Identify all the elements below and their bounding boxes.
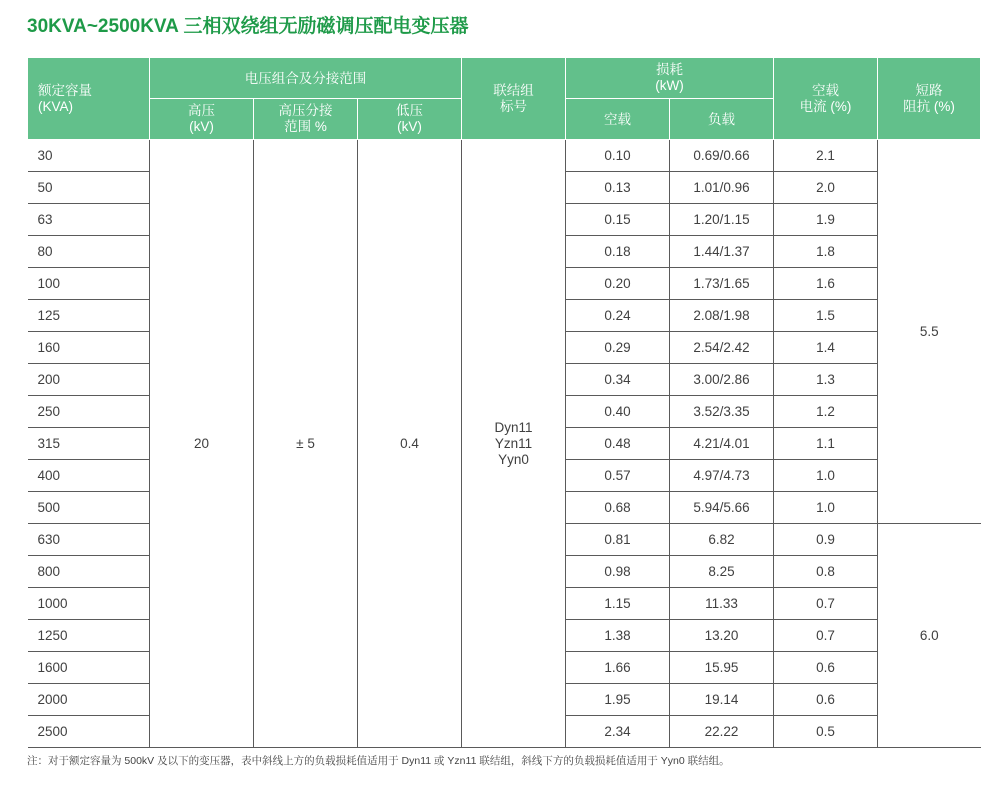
capacity-cell: 1000 xyxy=(28,588,150,620)
header-impedance: 短路 阻抗 (%) xyxy=(878,58,981,140)
load-loss-cell: 1.20/1.15 xyxy=(670,204,774,236)
connection-cell: Dyn11 Yzn11 Yyn0 xyxy=(462,140,566,748)
current-cell: 1.2 xyxy=(774,396,878,428)
no-load-loss-cell: 0.20 xyxy=(566,268,670,300)
load-loss-cell: 15.95 xyxy=(670,652,774,684)
no-load-loss-cell: 0.24 xyxy=(566,300,670,332)
header-capacity: 额定容量 (KVA) xyxy=(28,58,150,140)
load-loss-cell: 4.97/4.73 xyxy=(670,460,774,492)
header-loss: 损耗 (kW) xyxy=(566,58,774,99)
header-load-loss: 负载 xyxy=(670,99,774,140)
impedance-cell: 6.0 xyxy=(878,524,981,748)
load-loss-cell: 2.54/2.42 xyxy=(670,332,774,364)
current-cell: 1.6 xyxy=(774,268,878,300)
no-load-loss-cell: 0.18 xyxy=(566,236,670,268)
capacity-cell: 200 xyxy=(28,364,150,396)
spec-table xyxy=(27,57,981,748)
capacity-cell: 30 xyxy=(28,140,150,172)
no-load-loss-cell: 0.68 xyxy=(566,492,670,524)
current-cell: 1.5 xyxy=(774,300,878,332)
current-cell: 1.0 xyxy=(774,492,878,524)
capacity-cell: 50 xyxy=(28,172,150,204)
no-load-loss-cell: 2.34 xyxy=(566,716,670,748)
current-cell: 1.9 xyxy=(774,204,878,236)
no-load-loss-cell: 1.15 xyxy=(566,588,670,620)
load-loss-cell: 2.08/1.98 xyxy=(670,300,774,332)
no-load-loss-cell: 0.34 xyxy=(566,364,670,396)
load-loss-cell: 0.69/0.66 xyxy=(670,140,774,172)
load-loss-cell: 22.22 xyxy=(670,716,774,748)
header-tap: 高压分接 范围 % xyxy=(254,99,358,140)
capacity-cell: 630 xyxy=(28,524,150,556)
current-cell: 1.3 xyxy=(774,364,878,396)
header-no-load-current: 空载 电流 (%) xyxy=(774,58,878,140)
capacity-cell: 315 xyxy=(28,428,150,460)
header-voltage-group: 电压组合及分接范围 xyxy=(150,58,462,99)
capacity-cell: 63 xyxy=(28,204,150,236)
header-no-load-loss: 空载 xyxy=(566,99,670,140)
current-cell: 1.0 xyxy=(774,460,878,492)
current-cell: 0.6 xyxy=(774,684,878,716)
capacity-cell: 80 xyxy=(28,236,150,268)
no-load-loss-cell: 0.81 xyxy=(566,524,670,556)
page-title: 30KVA~2500KVA 三相双绕组无励磁调压配电变压器 xyxy=(27,16,469,37)
header-lv: 低压 (kV) xyxy=(358,99,462,140)
load-loss-cell: 13.20 xyxy=(670,620,774,652)
current-cell: 0.9 xyxy=(774,524,878,556)
capacity-cell: 250 xyxy=(28,396,150,428)
capacity-cell: 2000 xyxy=(28,684,150,716)
no-load-loss-cell: 0.98 xyxy=(566,556,670,588)
no-load-loss-cell: 1.95 xyxy=(566,684,670,716)
load-loss-cell: 6.82 xyxy=(670,524,774,556)
load-loss-cell: 3.52/3.35 xyxy=(670,396,774,428)
no-load-loss-cell: 0.15 xyxy=(566,204,670,236)
table-row xyxy=(28,140,981,172)
no-load-loss-cell: 0.10 xyxy=(566,140,670,172)
no-load-loss-cell: 0.29 xyxy=(566,332,670,364)
current-cell: 0.6 xyxy=(774,652,878,684)
capacity-cell: 1600 xyxy=(28,652,150,684)
impedance-cell: 5.5 xyxy=(878,140,981,524)
current-cell: 2.0 xyxy=(774,172,878,204)
load-loss-cell: 19.14 xyxy=(670,684,774,716)
load-loss-cell: 1.01/0.96 xyxy=(670,172,774,204)
current-cell: 1.4 xyxy=(774,332,878,364)
capacity-cell: 100 xyxy=(28,268,150,300)
load-loss-cell: 1.44/1.37 xyxy=(670,236,774,268)
no-load-loss-cell: 1.38 xyxy=(566,620,670,652)
load-loss-cell: 5.94/5.66 xyxy=(670,492,774,524)
current-cell: 0.8 xyxy=(774,556,878,588)
header-hv: 高压 (kV) xyxy=(150,99,254,140)
load-loss-cell: 4.21/4.01 xyxy=(670,428,774,460)
current-cell: 2.1 xyxy=(774,140,878,172)
current-cell: 1.8 xyxy=(774,236,878,268)
tap-cell: ± 5 xyxy=(254,140,358,748)
current-cell: 0.5 xyxy=(774,716,878,748)
capacity-cell: 160 xyxy=(28,332,150,364)
capacity-cell: 1250 xyxy=(28,620,150,652)
load-loss-cell: 3.00/2.86 xyxy=(670,364,774,396)
load-loss-cell: 1.73/1.65 xyxy=(670,268,774,300)
current-cell: 0.7 xyxy=(774,620,878,652)
header-connection: 联结组 标号 xyxy=(462,58,566,140)
footnote: 注：对于额定容量为 500kV 及以下的变压器，表中斜线上方的负载损耗值适用于 Dyn11 或 Yzn11 联结组，斜线下方的负载损耗值适用于 Yyn0 联结组。 xyxy=(27,755,730,767)
lv-cell: 0.4 xyxy=(358,140,462,748)
current-cell: 0.7 xyxy=(774,588,878,620)
capacity-cell: 500 xyxy=(28,492,150,524)
no-load-loss-cell: 0.40 xyxy=(566,396,670,428)
no-load-loss-cell: 1.66 xyxy=(566,652,670,684)
hv-cell: 20 xyxy=(150,140,254,748)
load-loss-cell: 11.33 xyxy=(670,588,774,620)
load-loss-cell: 8.25 xyxy=(670,556,774,588)
current-cell: 1.1 xyxy=(774,428,878,460)
no-load-loss-cell: 0.48 xyxy=(566,428,670,460)
no-load-loss-cell: 0.57 xyxy=(566,460,670,492)
no-load-loss-cell: 0.13 xyxy=(566,172,670,204)
capacity-cell: 2500 xyxy=(28,716,150,748)
capacity-cell: 800 xyxy=(28,556,150,588)
capacity-cell: 400 xyxy=(28,460,150,492)
capacity-cell: 125 xyxy=(28,300,150,332)
